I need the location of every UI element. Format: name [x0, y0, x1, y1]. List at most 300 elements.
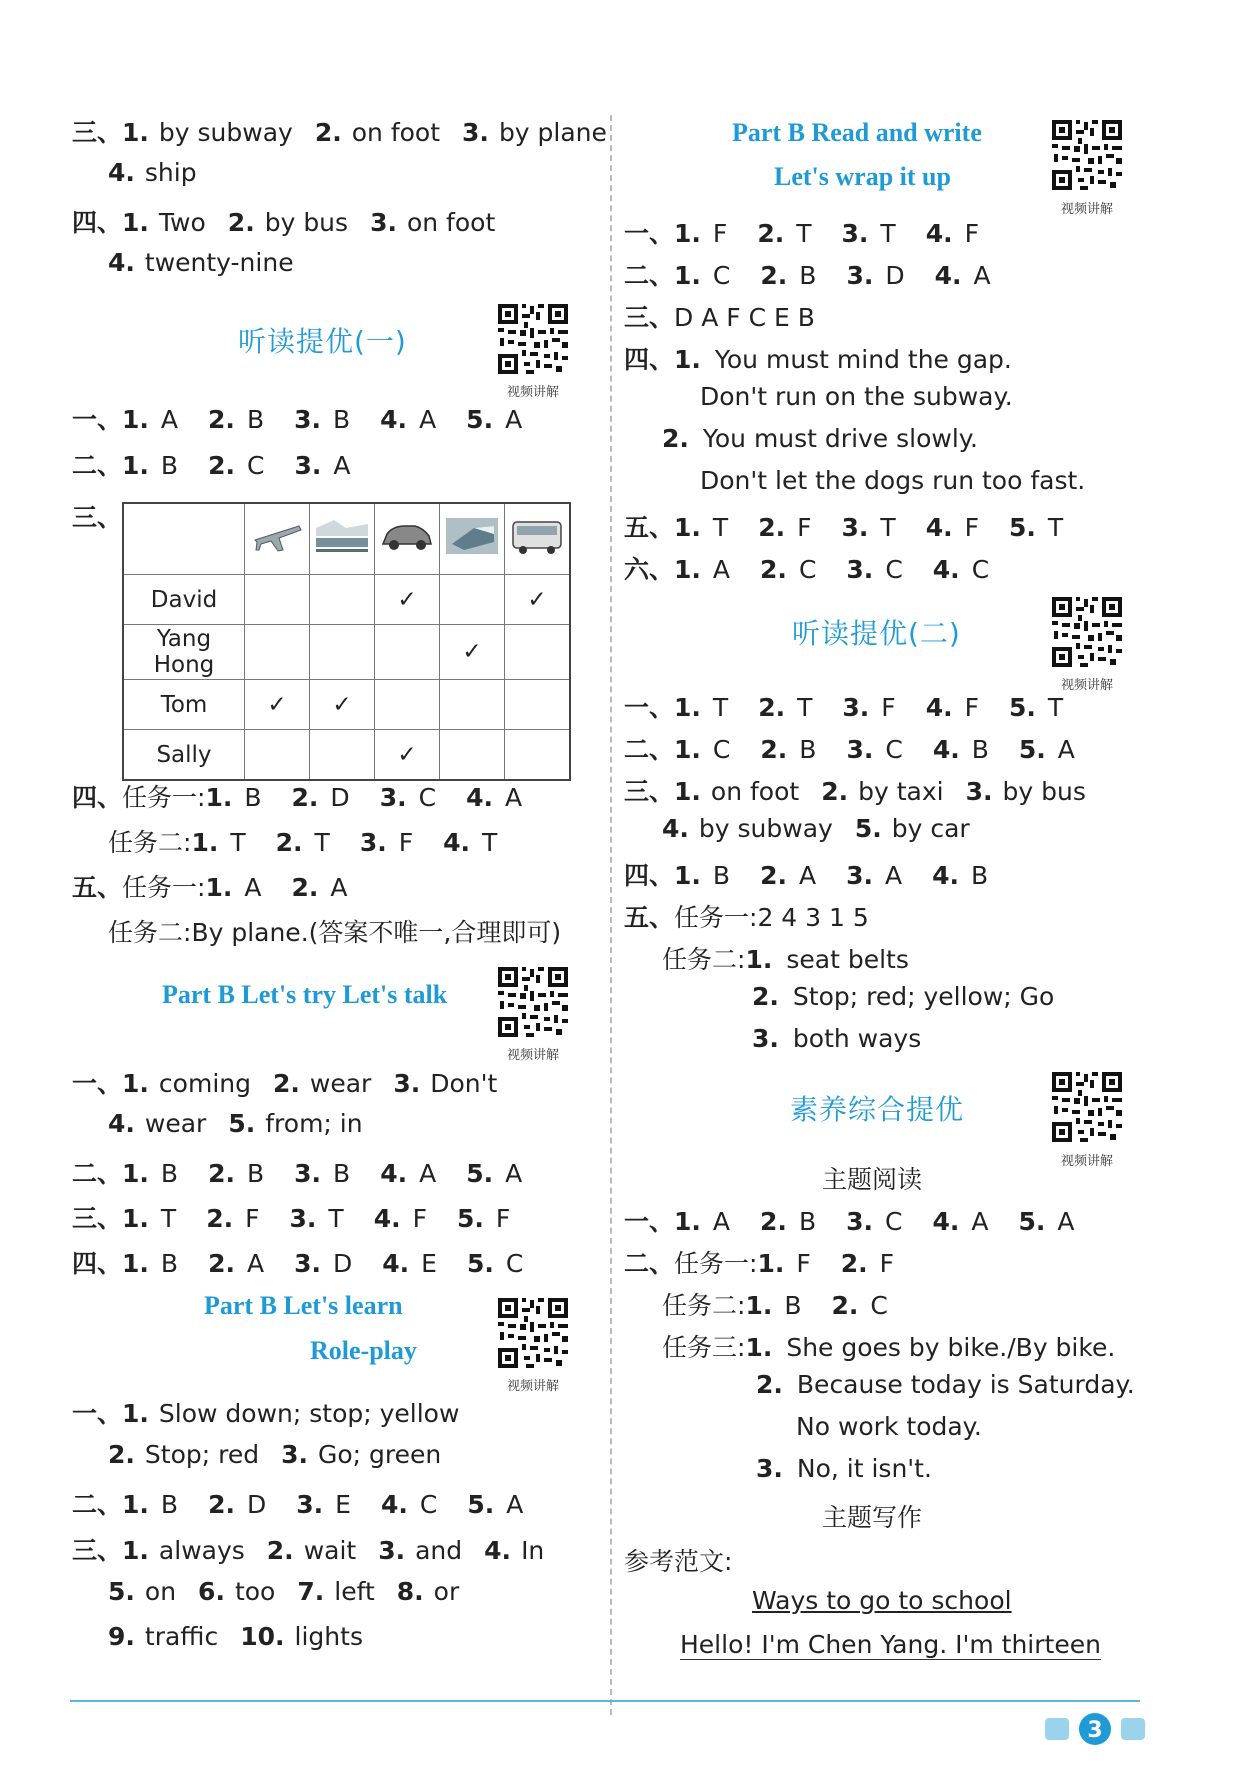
- qr-label: 视频讲解: [506, 1379, 559, 1394]
- check-mark: ✓: [462, 639, 482, 665]
- row-name: Tom: [123, 680, 245, 730]
- answer-text: F: [964, 219, 979, 248]
- section-title-roleplay: Role-play: [310, 1336, 417, 1365]
- answer-number: 2.: [291, 873, 319, 902]
- answer-number: 1.: [674, 513, 701, 542]
- answer-text: by subway: [158, 118, 293, 147]
- question-label: 三、: [624, 777, 675, 806]
- table-row: [123, 575, 570, 625]
- answer-number: 4.: [108, 248, 135, 277]
- answer-line: [72, 868, 377, 904]
- answer-number: 3.: [462, 118, 489, 147]
- answer-text: from; in: [265, 1109, 363, 1138]
- answer-text: A: [1057, 1207, 1075, 1236]
- check-mark: ✓: [332, 691, 352, 718]
- answer-number: 3.: [846, 861, 873, 890]
- answer-text: coming: [158, 1069, 251, 1098]
- answer-text: A: [798, 861, 817, 890]
- answer-text: F: [712, 219, 728, 248]
- answer-text: B: [799, 735, 817, 764]
- question-label: 一、: [624, 219, 675, 248]
- answer-number: 4.: [108, 1109, 135, 1138]
- answer-line: [72, 446, 350, 482]
- answer-text: B: [333, 405, 351, 434]
- question-label: 五、: [624, 903, 675, 932]
- answer-number: 1.: [122, 1069, 149, 1098]
- question-label: 二、: [72, 1159, 123, 1188]
- answer-line: [624, 1542, 732, 1578]
- answer-number: 2.: [760, 735, 788, 764]
- answer-number: 2.: [208, 1490, 235, 1519]
- answer-text: B: [784, 1291, 802, 1320]
- question-label: [72, 498, 122, 534]
- check-cell: [245, 730, 310, 781]
- answer-text: F: [398, 828, 414, 857]
- answer-line: [624, 508, 1063, 544]
- answer-number: 1.: [122, 208, 149, 237]
- question-label: 二、: [72, 451, 123, 480]
- answer-text: T: [230, 828, 246, 857]
- answer-number: 3.: [393, 1069, 421, 1098]
- answer-number: 3.: [846, 1207, 873, 1236]
- answer-text: lights: [294, 1622, 363, 1651]
- answer-text: A: [973, 261, 991, 290]
- section-title-wrapup: Let's wrap it up: [774, 162, 951, 191]
- answer-number: 10.: [240, 1622, 285, 1651]
- answer-line: [72, 1154, 522, 1190]
- answer-text: too: [234, 1577, 276, 1606]
- answer-text: C: [712, 261, 731, 290]
- table-row: [123, 730, 570, 781]
- answer-text: A: [971, 1207, 989, 1236]
- answer-number: 1.: [205, 783, 233, 812]
- answer-number: 1.: [674, 261, 701, 290]
- answer-number: 4.: [373, 1204, 401, 1233]
- check-mark: ✓: [397, 586, 417, 613]
- answer-text: B: [333, 1159, 351, 1188]
- answer-number: 1.: [122, 1249, 149, 1278]
- page-number: 3: [1087, 1718, 1103, 1743]
- answer-text: C: [798, 555, 817, 584]
- answer-number: 2.: [757, 219, 785, 248]
- answer-text: F: [412, 1204, 427, 1233]
- answer-line: [752, 982, 1054, 1011]
- answer-line: [756, 1454, 932, 1483]
- question-label: 五、: [72, 873, 123, 902]
- answer-text: A: [712, 555, 731, 584]
- answer-text: T: [797, 693, 813, 722]
- answer-number: 3.: [379, 783, 407, 812]
- answer-number: 4.: [108, 158, 135, 187]
- answer-text: or: [433, 1577, 460, 1606]
- answer-number: 2.: [756, 1370, 783, 1399]
- answer-text: Two: [158, 208, 206, 237]
- answer-number: 3.: [846, 555, 874, 584]
- page-number-badge: [1045, 1712, 1145, 1750]
- answer-number: 2.: [840, 1249, 868, 1278]
- task-label: 任务三:: [662, 1333, 746, 1362]
- section-title-listening-2: 听读提优(二): [792, 617, 961, 650]
- answer-number: 5.: [854, 814, 882, 843]
- answer-text: B: [244, 783, 262, 812]
- answer-text: B: [799, 261, 817, 290]
- answer-number: 4.: [484, 1536, 512, 1565]
- answer-line-text: Don't let the dogs run too fast.: [700, 466, 1086, 495]
- answer-number: 1.: [122, 1399, 149, 1428]
- row-name: Sally: [123, 730, 245, 781]
- task-label: 任务一:: [674, 903, 758, 932]
- check-cell: [375, 575, 440, 625]
- answer-text: wear: [144, 1109, 207, 1138]
- answer-number: 6.: [198, 1577, 225, 1606]
- answer-number: 1.: [205, 873, 233, 902]
- task-label: 任务一:: [122, 873, 206, 902]
- answer-text: T: [880, 513, 896, 542]
- answer-text: D: [885, 261, 905, 290]
- check-cell: [310, 575, 375, 625]
- check-cell: [505, 625, 571, 680]
- answer-number: 2.: [760, 861, 787, 890]
- answer-line: [108, 158, 197, 187]
- answer-line: [72, 778, 552, 814]
- subheading: [822, 1160, 922, 1196]
- check-cell: [505, 730, 571, 781]
- answer-number: 1.: [674, 777, 701, 806]
- question-label: 四、: [624, 345, 675, 374]
- answer-text: C: [885, 1207, 903, 1236]
- answer-number: 3.: [294, 405, 321, 434]
- answer-number: 3.: [752, 1024, 779, 1053]
- answer-text: A: [885, 861, 903, 890]
- answer-line-text: No work today.: [796, 1412, 982, 1441]
- section-title-listening-1: 听读提优(一): [238, 325, 407, 358]
- table-row: [123, 680, 570, 730]
- answer-number: 1.: [191, 828, 219, 857]
- answer-line: [72, 1199, 510, 1235]
- bus-icon: [505, 503, 571, 575]
- answer-line: [72, 203, 495, 239]
- answer-number: 2.: [206, 1204, 234, 1233]
- question-label: 六、: [624, 555, 675, 584]
- essay-line-text: Hello! I'm Chen Yang. I'm thirteen: [680, 1630, 1101, 1659]
- answer-line: [624, 1244, 924, 1280]
- check-cell: [440, 730, 505, 781]
- answer-number: 2.: [758, 513, 786, 542]
- subheading-text: 主题阅读: [822, 1165, 923, 1194]
- answer-number: 2.: [758, 693, 786, 722]
- answer-number: 4.: [380, 1490, 408, 1519]
- answer-text: B: [971, 735, 989, 764]
- answer-number: 1.: [674, 555, 701, 584]
- answer-number: 8.: [396, 1577, 424, 1606]
- answer-text: on foot: [710, 777, 800, 806]
- answer-number: 1.: [122, 1536, 149, 1565]
- answer-text: C: [419, 1490, 438, 1519]
- answer-line: [108, 1440, 441, 1469]
- question-label: 三、: [624, 303, 675, 332]
- answer-text: A: [506, 1490, 524, 1519]
- answer-text: on foot: [406, 208, 496, 237]
- section-title-partb-learn: Part B Let's learn: [204, 1291, 403, 1320]
- question-label: 三、: [72, 1204, 123, 1233]
- answer-number: 5.: [1018, 1207, 1046, 1236]
- answer-number: 2.: [760, 555, 787, 584]
- answer-number: 2.: [208, 1249, 235, 1278]
- answer-line-text: Don't run on the subway.: [700, 382, 1013, 411]
- answer-number: 3.: [378, 1536, 406, 1565]
- answer-line: [108, 1577, 459, 1606]
- answer-line: [624, 214, 979, 250]
- check-cell: [310, 730, 375, 781]
- answer-number: 3.: [846, 735, 874, 764]
- answer-text: by plane: [498, 118, 607, 147]
- answer-text: always: [158, 1536, 245, 1565]
- answer-text: B: [160, 1159, 179, 1188]
- answer-number: 1.: [674, 1207, 701, 1236]
- answer-number: 4.: [932, 1207, 960, 1236]
- answer-text: You must drive slowly.: [702, 424, 978, 453]
- answer-text: Stop; red; yellow; Go: [792, 982, 1055, 1011]
- answer-number: 4.: [443, 828, 471, 857]
- essay-line: [680, 1630, 1101, 1660]
- answer-text: ship: [144, 158, 197, 187]
- answer-number: 4.: [466, 783, 493, 812]
- question-label: 一、: [72, 1399, 123, 1428]
- answer-number: 3.: [294, 1159, 322, 1188]
- question-label: 二、: [72, 1490, 123, 1519]
- answer-text: seat belts: [786, 945, 909, 974]
- transport-check-table: [122, 502, 571, 781]
- answer-line: [624, 772, 1086, 808]
- question-label: 一、: [624, 693, 675, 722]
- answer-number: 2.: [272, 1069, 300, 1098]
- answer-line: [108, 248, 294, 277]
- answer-text: A: [244, 873, 262, 902]
- question-label: 一、: [624, 1207, 675, 1236]
- answer-text: A: [419, 1159, 437, 1188]
- answer-text: T: [712, 693, 729, 722]
- answer-number: 7.: [297, 1577, 325, 1606]
- answer-number: 1.: [674, 219, 701, 248]
- check-cell: [505, 680, 571, 730]
- section-title-partb-read: Part B Read and write: [732, 118, 982, 147]
- answer-number: 3.: [756, 1454, 783, 1483]
- answer-number: 1.: [745, 1333, 773, 1362]
- answer-text: F: [245, 1204, 260, 1233]
- answer-text: No, it isn't.: [796, 1454, 932, 1483]
- question-label: 二、: [624, 735, 675, 764]
- answer-text: A: [246, 1249, 265, 1278]
- answer-line: [72, 400, 522, 436]
- answer-text: T: [1047, 693, 1064, 722]
- answer-text: by bus: [264, 208, 349, 237]
- answer-number: 3.: [965, 777, 993, 806]
- answer-text: C: [712, 735, 731, 764]
- check-cell: [245, 625, 310, 680]
- answer-line: [108, 1622, 363, 1651]
- check-cell: [245, 575, 310, 625]
- answer-text: Go; green: [318, 1440, 442, 1469]
- answer-line: [624, 730, 1075, 766]
- question-label: 三、: [72, 1536, 123, 1565]
- answer-line: [662, 1328, 1115, 1364]
- answer-number: 4.: [932, 861, 960, 890]
- answer-line: [700, 466, 1085, 495]
- answer-text: Stop; red: [144, 1440, 260, 1469]
- answer-number: 4.: [382, 1249, 410, 1278]
- qr-label: 视频讲解: [506, 385, 559, 400]
- qr-code-icon[interactable]: [496, 1296, 570, 1370]
- subway-icon: [440, 503, 505, 575]
- answer-number: 1.: [122, 1490, 149, 1519]
- answer-text: E: [421, 1249, 437, 1278]
- bottom-rule: [70, 1700, 1140, 1702]
- answer-text: 2 4 3 1 5: [757, 903, 869, 932]
- answer-line: [662, 424, 978, 453]
- task-label: 任务一:: [674, 1249, 758, 1278]
- answer-number: 2.: [266, 1536, 294, 1565]
- answer-text: A: [504, 783, 523, 812]
- train-icon: [310, 503, 375, 575]
- question-label: 二、: [624, 261, 675, 290]
- answer-text: Because today is Saturday.: [796, 1370, 1135, 1399]
- answer-text: B: [160, 1249, 179, 1278]
- answer-line: [72, 1064, 497, 1100]
- qr-code-icon[interactable]: [1050, 118, 1124, 192]
- answer-line: [72, 113, 607, 149]
- answer-line: [700, 382, 1013, 411]
- answer-text: B: [160, 451, 179, 480]
- answer-text: left: [334, 1577, 375, 1606]
- check-mark: ✓: [527, 586, 547, 613]
- answer-text: In: [521, 1536, 545, 1565]
- answer-text: F: [495, 1204, 511, 1233]
- answer-number: 5.: [228, 1109, 256, 1138]
- answer-number: 5.: [466, 1159, 494, 1188]
- answer-text: by taxi: [858, 777, 944, 806]
- qr-code-icon[interactable]: [496, 302, 570, 376]
- answer-number: 5.: [466, 1249, 494, 1278]
- answer-line: [624, 688, 1063, 724]
- answer-number: 1.: [122, 405, 149, 434]
- answer-text: C: [885, 555, 903, 584]
- answer-line: [108, 1109, 363, 1138]
- answer-text: A: [419, 405, 437, 434]
- check-mark: ✓: [267, 691, 287, 718]
- answer-text: F: [881, 693, 896, 722]
- answer-number: 2.: [314, 118, 342, 147]
- answer-number: 1.: [122, 451, 149, 480]
- qr-label: 视频讲解: [1060, 202, 1113, 217]
- answer-line: [624, 256, 991, 292]
- answer-text: T: [712, 513, 729, 542]
- answer-text: F: [796, 1249, 811, 1278]
- answer-text: B: [971, 861, 989, 890]
- answer-text: Slow down; stop; yellow: [158, 1399, 460, 1428]
- answer-number: 1.: [745, 945, 773, 974]
- answer-number: 2.: [760, 261, 788, 290]
- answer-text: on: [144, 1577, 177, 1606]
- answer-text: C: [971, 555, 990, 584]
- answer-text: A: [333, 451, 351, 480]
- answer-text: both ways: [792, 1024, 922, 1053]
- answer-text: D: [333, 1249, 353, 1278]
- qr-code-icon[interactable]: [1050, 595, 1124, 669]
- answer-number: 1.: [674, 345, 701, 374]
- answer-number: 4.: [380, 405, 408, 434]
- answer-text: F: [879, 1249, 895, 1278]
- task-label: 任务二:: [108, 918, 192, 947]
- answer-number: 1.: [122, 118, 149, 147]
- check-mark: ✓: [397, 741, 417, 768]
- answer-number: 2.: [208, 1159, 235, 1188]
- answer-number: 4.: [934, 261, 962, 290]
- question-label: 一、: [72, 1069, 123, 1098]
- answer-number: 3.: [370, 208, 397, 237]
- answer-number: 9.: [108, 1622, 135, 1651]
- answer-line: [624, 298, 815, 334]
- answer-number: 4.: [925, 219, 953, 248]
- answer-number: 2.: [662, 424, 689, 453]
- answer-line: [624, 550, 989, 586]
- answer-line: [72, 1244, 523, 1280]
- row-name: David: [123, 575, 245, 625]
- answer-number: 5.: [467, 1490, 495, 1519]
- answer-number: 4.: [925, 693, 953, 722]
- answer-text: C: [505, 1249, 524, 1278]
- answer-text: Don't: [430, 1069, 498, 1098]
- essay-title: [752, 1586, 1012, 1615]
- answer-text: T: [880, 219, 896, 248]
- answer-number: 4.: [380, 1159, 408, 1188]
- answer-text: A: [1057, 735, 1075, 764]
- question-label: 四、: [72, 208, 123, 237]
- answer-number: 3.: [294, 1249, 321, 1278]
- answer-text: E: [335, 1490, 351, 1519]
- answer-line: [72, 1531, 544, 1567]
- answer-text: B: [246, 1159, 265, 1188]
- check-cell: [375, 625, 440, 680]
- answer-line: [72, 1485, 523, 1521]
- answer-number: 5.: [1018, 735, 1046, 764]
- answer-text: C: [870, 1291, 888, 1320]
- task-label: 任务二:: [662, 945, 746, 974]
- answer-text: F: [964, 513, 979, 542]
- answer-text: traffic: [144, 1622, 219, 1651]
- subheading: [822, 1498, 922, 1534]
- answer-number: 1.: [122, 1159, 149, 1188]
- answer-number: 1.: [674, 861, 701, 890]
- answer-number: 2.: [208, 451, 235, 480]
- answer-text: T: [1047, 513, 1064, 542]
- answer-number: 5.: [456, 1204, 484, 1233]
- answer-number: 2.: [108, 1440, 135, 1469]
- answer-number: 2.: [227, 208, 255, 237]
- question-label-text: 三、: [72, 503, 123, 532]
- qr-code-icon[interactable]: [496, 965, 570, 1039]
- answer-text: wear: [309, 1069, 372, 1098]
- question-label: 一、: [72, 405, 123, 434]
- answer-line: [662, 1286, 918, 1322]
- answer-text: by bus: [1002, 777, 1086, 806]
- answer-line: [662, 940, 909, 976]
- qr-code-icon[interactable]: [1050, 1070, 1124, 1144]
- answer-number: 3.: [281, 1440, 308, 1469]
- answer-text: C: [246, 451, 265, 480]
- answer-line-text: 参考范文:: [624, 1547, 733, 1576]
- answer-line: [624, 340, 1012, 376]
- answer-text: by subway: [698, 814, 833, 843]
